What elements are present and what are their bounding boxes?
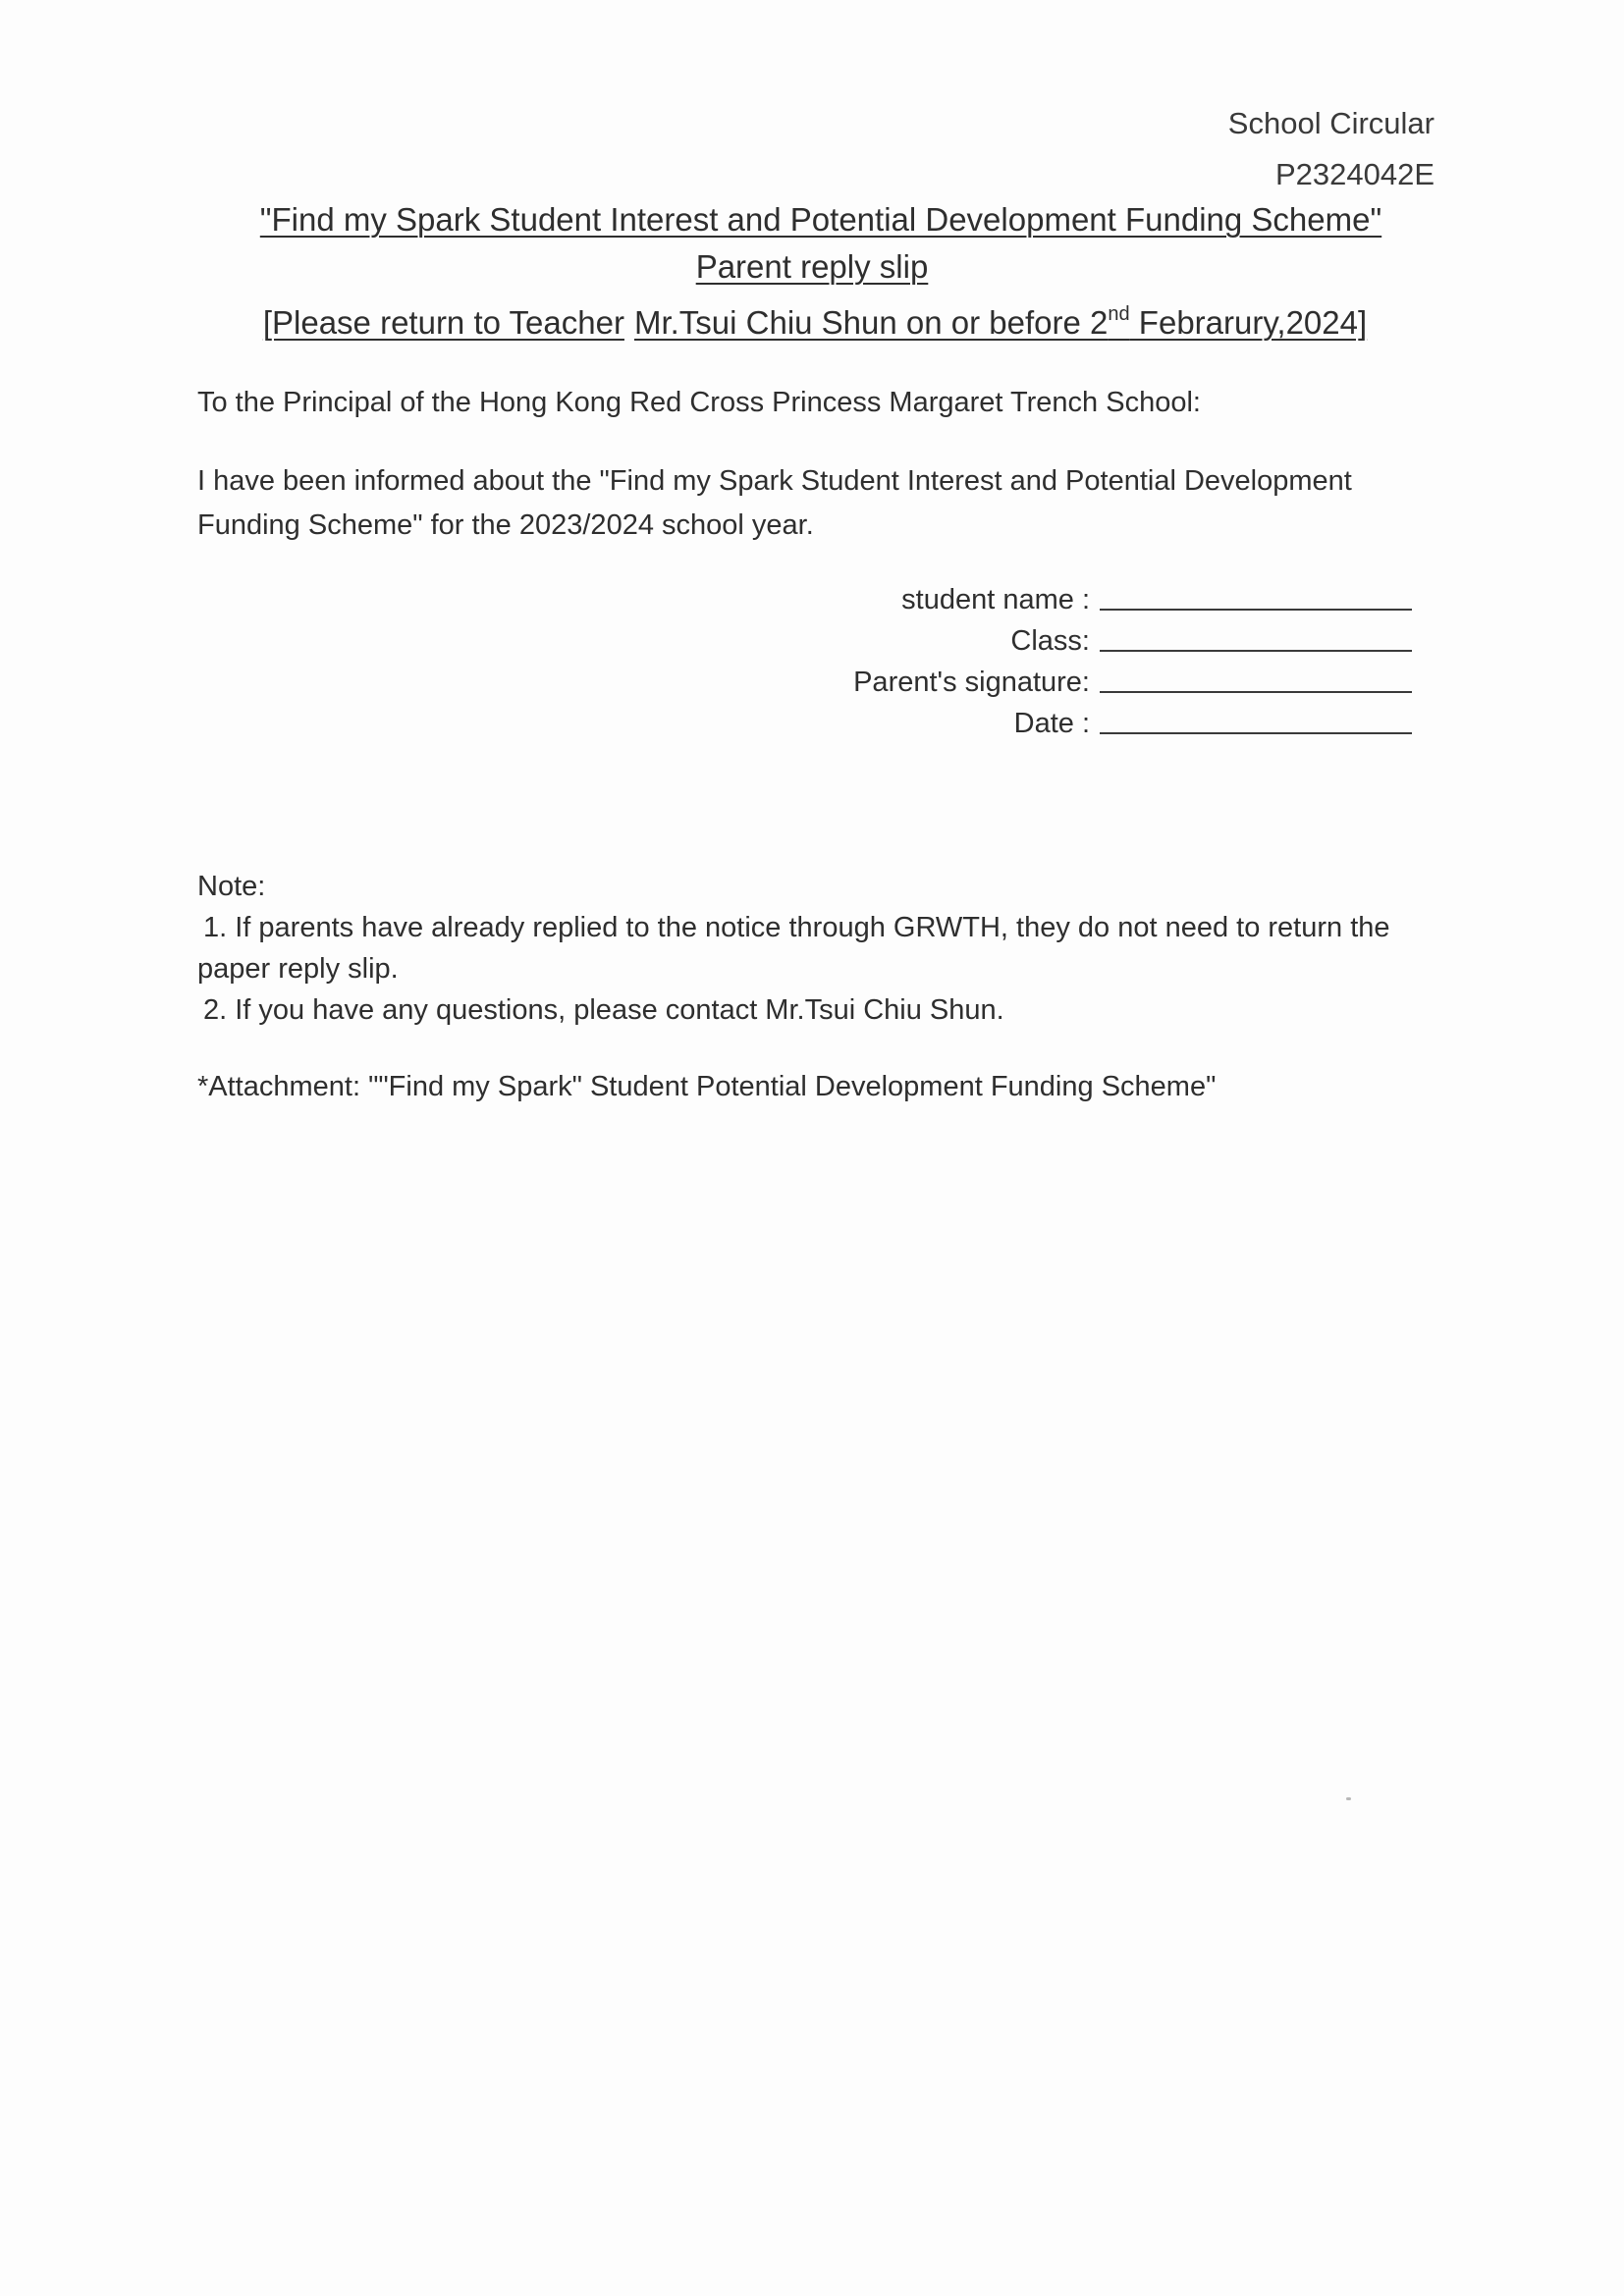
return-instruction-part2: Mr.Tsui Chiu Shun on or before 2	[633, 304, 1109, 341]
circular-number: P2324042E	[1274, 157, 1435, 191]
notes-heading: Note:	[197, 871, 266, 902]
date-field[interactable]	[1100, 732, 1412, 734]
form-row-signature	[785, 658, 1424, 699]
statement: I have been informed about the "Find my Spark Student Interest and Potential Development Funding Scheme" for the 2023/2024 school year.	[197, 465, 1352, 541]
return-instruction	[0, 291, 1624, 347]
class-field[interactable]	[1100, 650, 1412, 652]
student-name-label: student name :	[901, 584, 1090, 615]
reply-slip-title: Parent reply slip	[695, 248, 929, 285]
salutation: To the Principal of the Hong Kong Red Cross Princess Margaret Trench School:	[197, 387, 1201, 418]
return-instruction-ordinal: nd	[1108, 303, 1130, 325]
scheme-title: "Find my Spark Student Interest and Potential Development Funding Scheme"	[259, 201, 1382, 238]
scan-speck	[1346, 1797, 1351, 1800]
circular-header	[1228, 98, 1435, 200]
notes-section	[197, 866, 1436, 1031]
note-item-2: 2. If you have any questions, please contact Mr.Tsui Chiu Shun.	[203, 994, 1004, 1026]
form-row-student-name	[785, 575, 1424, 616]
form-row-class	[785, 616, 1424, 658]
return-instruction-part3: Febrarury,2024]	[1129, 304, 1368, 341]
return-instruction-part1: [Please return to Teacher	[262, 304, 624, 341]
circular-label: School Circular	[1227, 106, 1435, 140]
attachment-line: *Attachment: ""Find my Spark" Student Potential Development Funding Scheme"	[197, 1071, 1217, 1102]
reply-form	[785, 575, 1424, 740]
form-row-date	[785, 699, 1424, 740]
document-title	[0, 196, 1624, 347]
student-name-field[interactable]	[1100, 609, 1412, 611]
signature-field[interactable]	[1100, 691, 1412, 693]
date-label: Date :	[1013, 708, 1090, 739]
note-item-1: 1. If parents have already replied to the notice through GRWTH, they do not need to return the paper reply slip.	[197, 912, 1390, 985]
class-label: Class:	[1010, 625, 1090, 657]
signature-label: Parent's signature:	[853, 667, 1090, 698]
